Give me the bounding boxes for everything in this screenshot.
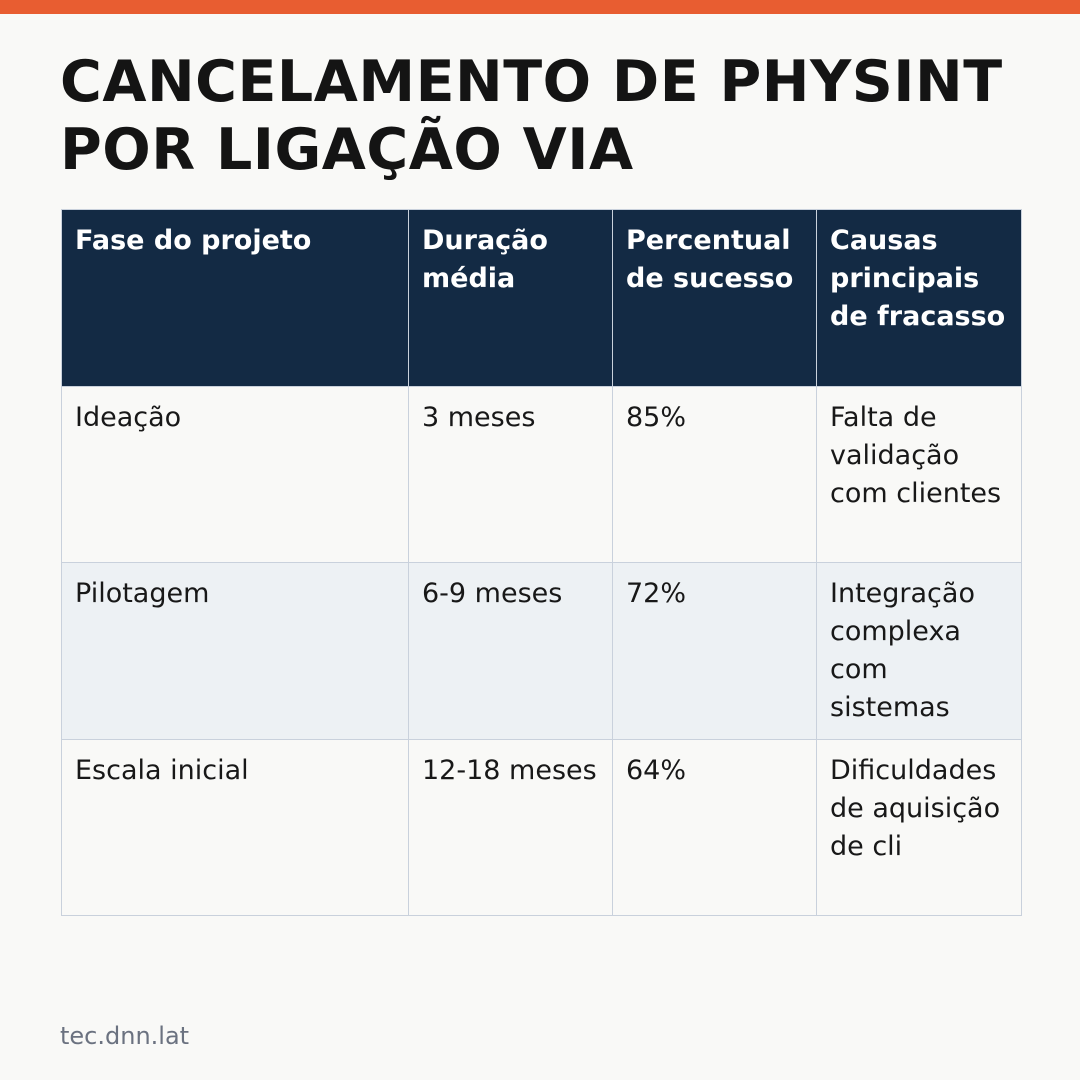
source-footer: tec.dnn.lat: [60, 1022, 190, 1050]
data-table: [61, 209, 1022, 916]
cell-phase: Pilotagem: [62, 563, 409, 740]
table-row: [62, 387, 1022, 563]
title-line-1: CANCELAMENTO DE PHYSINT: [60, 49, 1003, 115]
cell-duration: 6-9 meses: [409, 563, 613, 740]
header-cell-phase: Fase do projeto: [62, 210, 409, 387]
table-row: [62, 563, 1022, 740]
table-row: [62, 740, 1022, 916]
cell-phase: Escala inicial: [62, 740, 409, 916]
accent-bar: [0, 0, 1080, 14]
cell-failure-causes: Dificuldades de aquisição de cli: [817, 740, 1022, 916]
cell-failure-causes: Integração complexa com sistemas: [817, 563, 1022, 740]
cell-duration: 3 meses: [409, 387, 613, 563]
title-line-2: POR LIGAÇÃO VIA: [60, 117, 634, 183]
cell-duration: 12-18 meses: [409, 740, 613, 916]
table-header-row: [62, 210, 1022, 387]
cell-phase: Ideação: [62, 387, 409, 563]
header-cell-failure-causes: Causas principais de fracasso: [817, 210, 1022, 387]
header-cell-duration: Duração média: [409, 210, 613, 387]
header-cell-success-rate: Percentual de sucesso: [613, 210, 817, 387]
page-title: [60, 48, 1020, 184]
cell-failure-causes: Falta de validação com clientes: [817, 387, 1022, 563]
cell-success-rate: 85%: [613, 387, 817, 563]
cell-success-rate: 72%: [613, 563, 817, 740]
cell-success-rate: 64%: [613, 740, 817, 916]
